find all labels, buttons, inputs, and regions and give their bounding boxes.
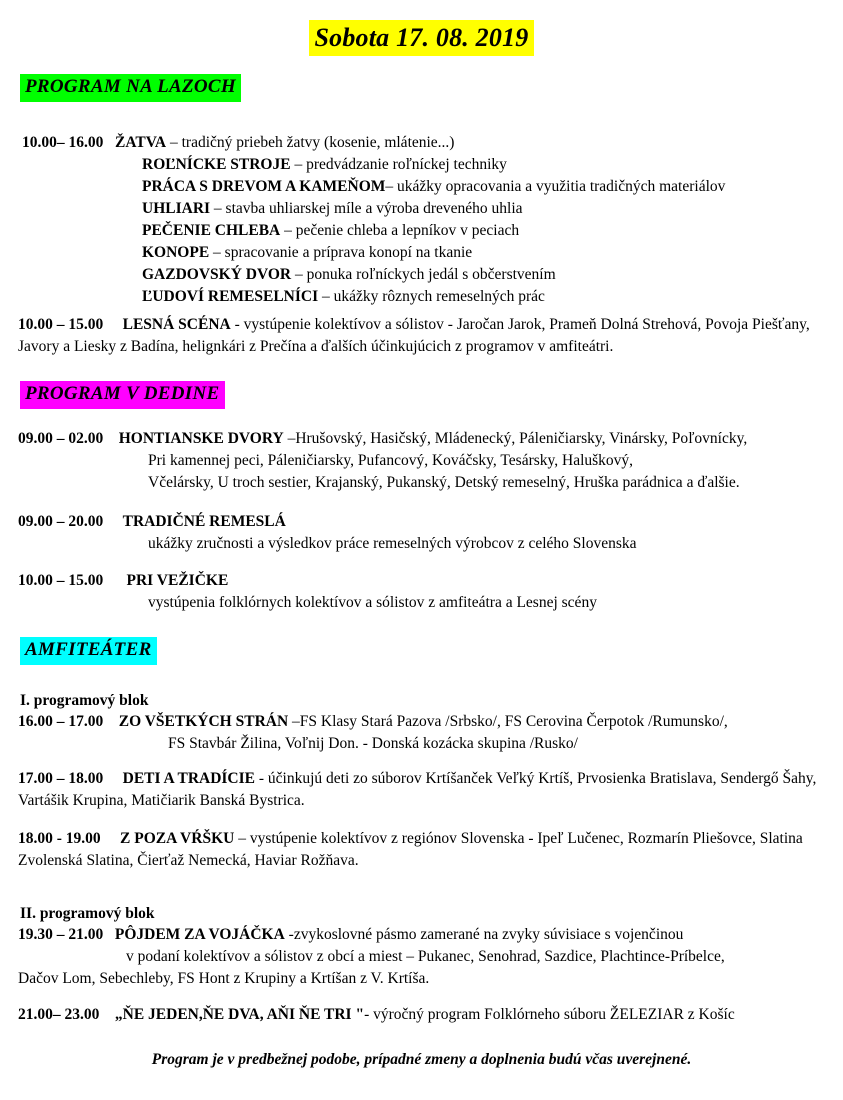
entry-name: Z POZA VŔŠKU — [120, 830, 235, 847]
entry-name: ĽUDOVÍ REMESELNÍCI — [142, 288, 319, 305]
entry-name: „ŇE JEDEN,ŇE DVA, AŇI ŇE TRI " — [114, 1006, 365, 1023]
entry-ne-jeden-ne-dva — [18, 1004, 830, 1026]
entry-line: ukážky zručnosti a výsledkov práce remeselných výrobcov z celého Slovenska — [148, 535, 637, 552]
entry-line — [18, 511, 830, 533]
entry-line — [22, 286, 832, 308]
entry-time: 17.00 – 18.00 — [18, 770, 104, 787]
entry-name: GAZDOVSKÝ DVOR — [142, 266, 292, 283]
footer-note: Program je v predbežnej podobe, prípadné zmeny a doplnenia budú včas uverejnené. — [151, 1051, 692, 1068]
entry-name: HONTIANSKE DVORY — [118, 430, 284, 447]
entry-name: LESNÁ SCÉNA — [122, 316, 231, 333]
section-heading-program-v-dedine — [20, 381, 225, 409]
entry-name: TRADIČNÉ REMESLÁ — [122, 513, 286, 530]
entry-desc: – pečenie chleba a lepníkov v peciach — [280, 222, 520, 239]
entry-time: 10.00 – 15.00 — [18, 316, 104, 333]
entry-time: 10.00– 16.00 — [22, 134, 104, 151]
entry-time: 10.00 – 15.00 — [18, 572, 104, 589]
entry-desc: - vystúpenie kolektívov a sólistov - Jaročan Jarok, Prameň Dolná Strehová, Povoja Piešťany, Javory a Liesky z Badína, helignkári z Prečína a ďalších účinkujúcich z programov v amfiteátri. — [18, 316, 810, 355]
section-heading-label: PROGRAM NA LAZOCH — [20, 74, 241, 102]
entry-deti-a-tradicie — [18, 768, 830, 812]
entry-name: PRÁCA S DREVOM A KAMEŇOM — [142, 178, 386, 195]
entry-zo-vsetkych-stran — [18, 711, 830, 755]
entry-line: Včelársky, U troch sestier, Krajanský, Pukanský, Detský remeselný, Hruška parádnica a ďalšie. — [148, 474, 740, 491]
entry-line — [18, 711, 830, 733]
entry-desc: - výročný program Folklórneho súboru ŽELEZIAR z Košíc — [364, 1006, 735, 1023]
entry-hontianske-dvory — [18, 428, 830, 494]
entry-name: ROĽNÍCKE STROJE — [142, 156, 291, 173]
entry-desc: – ukážky opracovania a využitia tradičných materiálov — [385, 178, 726, 195]
entry-desc: – tradičný priebeh žatvy (kosenie, mlátenie...) — [166, 134, 455, 151]
entry-tradicne-remesla — [18, 511, 830, 555]
entry-desc: –Hrušovský, Hasičský, Mládenecký, Páleničiarsky, Vinársky, Poľovnícky, — [283, 430, 748, 447]
entry-line — [22, 198, 832, 220]
entry-name: ŽATVA — [115, 134, 167, 151]
entry-desc: – spracovanie a príprava konopí na tkanie — [209, 244, 473, 261]
page-title: Sobota 17. 08. 2019 — [309, 20, 535, 56]
entry-z-poza-vrsku — [18, 828, 830, 872]
entry-pri-vezicke — [18, 570, 830, 614]
entry-name: PRI VEŽIČKE — [126, 572, 229, 589]
entry-line — [22, 132, 832, 154]
entry-line: Pri kamennej peci, Páleničiarsky, Pufancový, Kováčsky, Tesársky, Haluškový, — [148, 452, 634, 469]
entry-desc: – ukážky rôznych remeselných prác — [318, 288, 545, 305]
entry-line — [18, 570, 830, 592]
entry-time: 09.00 – 02.00 — [18, 430, 104, 447]
program-block-label-ii: II. programový blok — [20, 905, 155, 922]
section-heading-amfiteater — [20, 637, 157, 665]
entry-line: vystúpenia folklórnych kolektívov a sólistov z amfiteátra a Lesnej scény — [148, 594, 597, 611]
entry-line — [22, 264, 832, 286]
section-heading-label: PROGRAM V DEDINE — [20, 381, 225, 409]
entry-line: v podaní kolektívov a sólistov z obcí a miest – Pukanec, Senohrad, Sazdice, Plachtince-Príbelce, — [126, 948, 725, 965]
entry-line — [18, 924, 830, 946]
entry-time: 16.00 – 17.00 — [18, 713, 104, 730]
entry-line — [22, 220, 832, 242]
entry-desc: – stavba uhliarskej míle a výroba dreveného uhlia — [210, 200, 523, 217]
entry-line — [18, 428, 830, 450]
entry-line — [22, 242, 832, 264]
entry-time: 21.00– 23.00 — [18, 1006, 100, 1023]
entry-name: PEČENIE CHLEBA — [142, 222, 281, 239]
section-heading-label: AMFITEÁTER — [20, 637, 157, 665]
entry-line: FS Stavbár Žilina, Voľnij Don. - Donská kozácka skupina /Rusko/ — [168, 735, 578, 752]
entry-time: 18.00 - 19.00 — [18, 830, 101, 847]
entry-desc: – vystúpenie kolektívov z regiónov Slovenska - Ipeľ Lučenec, Rozmarín Pliešovce, Slatina Zvolenská Slatina, Čierťaž Nemecká, Haviar Rožňava. — [18, 830, 803, 869]
entry-name: ZO VŠETKÝCH STRÁN — [118, 713, 289, 730]
entry-name: PÔJDEM ZA VOJÁČKA — [114, 926, 285, 943]
section-heading-program-na-lazoch — [20, 74, 241, 102]
entry-time: 09.00 – 20.00 — [18, 513, 104, 530]
entry-line: Dačov Lom, Sebechleby, FS Hont z Krupiny a Krtíšan z V. Krtíša. — [18, 970, 430, 987]
entry-name: UHLIARI — [142, 200, 211, 217]
entry-desc: - účinkujú deti zo súborov Krtíšanček Veľký Krtíš, Prvosienka Bratislava, Sendergő Šahy, Vartášik Krupina, Matičiarik Banská Bystrica. — [18, 770, 817, 809]
entry-name: KONOPE — [142, 244, 210, 261]
entry-zatva — [22, 132, 832, 308]
entry-desc: – predvádzanie roľníckej techniky — [290, 156, 507, 173]
entry-line — [22, 176, 832, 198]
entry-lesna-scena — [18, 314, 830, 358]
entry-pojdem-za-vojacka — [18, 924, 830, 990]
document-title-row — [0, 20, 843, 56]
entry-time: 19.30 – 21.00 — [18, 926, 104, 943]
entry-line — [22, 154, 832, 176]
entry-desc: – ponuka roľníckych jedál s občerstvením — [291, 266, 556, 283]
program-block-label-i: I. programový blok — [20, 692, 149, 709]
entry-desc: –FS Klasy Stará Pazova /Srbsko/, FS Cerovina Čerpotok /Rumunsko/, — [288, 713, 728, 730]
entry-name: DETI A TRADÍCIE — [122, 770, 255, 787]
entry-desc: -zvykoslovné pásmo zamerané na zvyky súvisiace s vojenčinou — [284, 926, 684, 943]
